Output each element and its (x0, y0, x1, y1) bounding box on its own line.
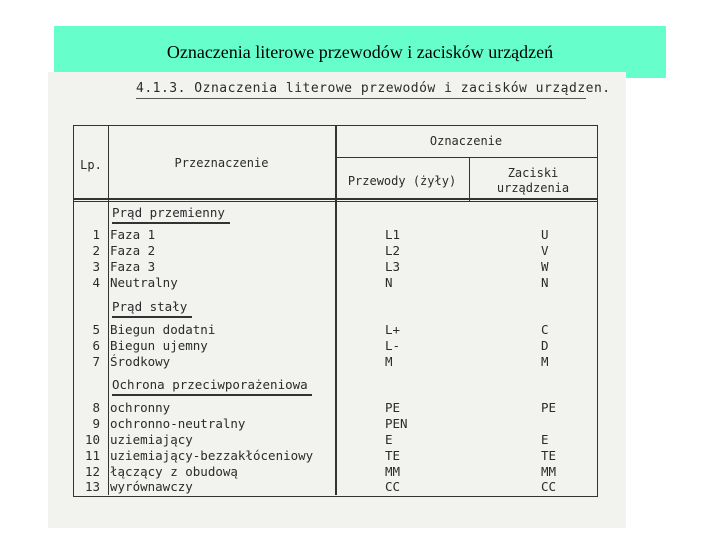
row-wire: MM (385, 464, 401, 479)
document-heading: 4.1.3. Oznaczenia literowe przewodów i zacisków urządzen. (136, 81, 611, 96)
header-designation: Oznaczenie (429, 134, 503, 148)
row-lp: 13 (84, 479, 100, 494)
row-name: ochronno-neutralny (110, 416, 246, 431)
designation-table (73, 125, 598, 497)
row-terminal: V (541, 243, 549, 258)
row-wire: L- (385, 338, 401, 353)
header-terminals-line1: Zaciski (507, 166, 559, 180)
header-purpose: Przeznaczenie (174, 156, 269, 170)
section-title: Prąd przemienny (112, 205, 225, 220)
row-wire: N (385, 275, 393, 290)
section-underline (112, 316, 192, 318)
header-lp: Lp. (80, 158, 102, 172)
title-banner (54, 26, 666, 78)
row-terminal: W (541, 259, 549, 274)
slide-title: Oznaczenia literowe przewodów i zacisków urządzeń (166, 42, 554, 62)
row-lp: 8 (92, 400, 100, 415)
row-lp: 1 (92, 227, 100, 242)
section-underline (112, 222, 230, 224)
grid-line (74, 198, 597, 200)
section-title: Ochrona przeciwporażeniowa (112, 377, 308, 392)
row-wire: TE (385, 448, 401, 463)
row-name: Biegun dodatni (110, 322, 216, 337)
row-name: uziemiający (110, 432, 193, 447)
row-lp: 9 (92, 416, 100, 431)
row-name: Biegun ujemny (110, 338, 208, 353)
row-name: łączący z obudową (110, 464, 238, 479)
row-terminal: CC (541, 479, 557, 494)
row-terminal: M (541, 354, 549, 369)
row-wire: L+ (385, 322, 401, 337)
row-lp: 6 (92, 338, 100, 353)
row-wire: PE (385, 400, 401, 415)
row-name: Faza 1 (110, 227, 156, 242)
row-lp: 12 (84, 464, 100, 479)
row-name: uziemiający-bezzakłóceniowy (110, 448, 314, 463)
grid-line (108, 126, 109, 495)
row-terminal: PE (541, 400, 557, 415)
row-wire: L1 (385, 227, 401, 242)
row-terminal: C (541, 322, 549, 337)
row-wire: CC (385, 479, 401, 494)
row-terminal: U (541, 227, 549, 242)
section-underline (112, 394, 312, 396)
row-wire: L2 (385, 243, 401, 258)
row-name: Faza 3 (110, 259, 156, 274)
row-name: Neutralny (110, 275, 178, 290)
row-lp: 10 (84, 432, 100, 447)
row-lp: 4 (92, 275, 100, 290)
row-lp: 5 (92, 322, 100, 337)
scanned-document (48, 72, 626, 528)
grid-line (74, 201, 597, 202)
row-wire: PEN (385, 416, 408, 431)
grid-line (335, 157, 597, 158)
row-lp: 7 (92, 354, 100, 369)
row-lp: 2 (92, 243, 100, 258)
header-terminals-line2: urządzenia (496, 181, 570, 195)
row-wire: L3 (385, 259, 401, 274)
row-wire: M (385, 354, 393, 369)
row-wire: E (385, 432, 393, 447)
row-name: Środkowy (110, 354, 171, 369)
row-lp: 11 (84, 448, 100, 463)
row-name: Faza 2 (110, 243, 156, 258)
row-terminal: D (541, 338, 549, 353)
header-wires: Przewody (żyły) (347, 174, 457, 188)
heading-underline (136, 98, 586, 99)
row-terminal: E (541, 432, 549, 447)
section-title: Prąd stały (112, 299, 188, 314)
row-name: ochronny (110, 400, 171, 415)
row-terminal: N (541, 275, 549, 290)
row-terminal: TE (541, 448, 557, 463)
row-name: wyrównawczy (110, 479, 193, 494)
row-terminal: MM (541, 464, 557, 479)
row-lp: 3 (92, 259, 100, 274)
